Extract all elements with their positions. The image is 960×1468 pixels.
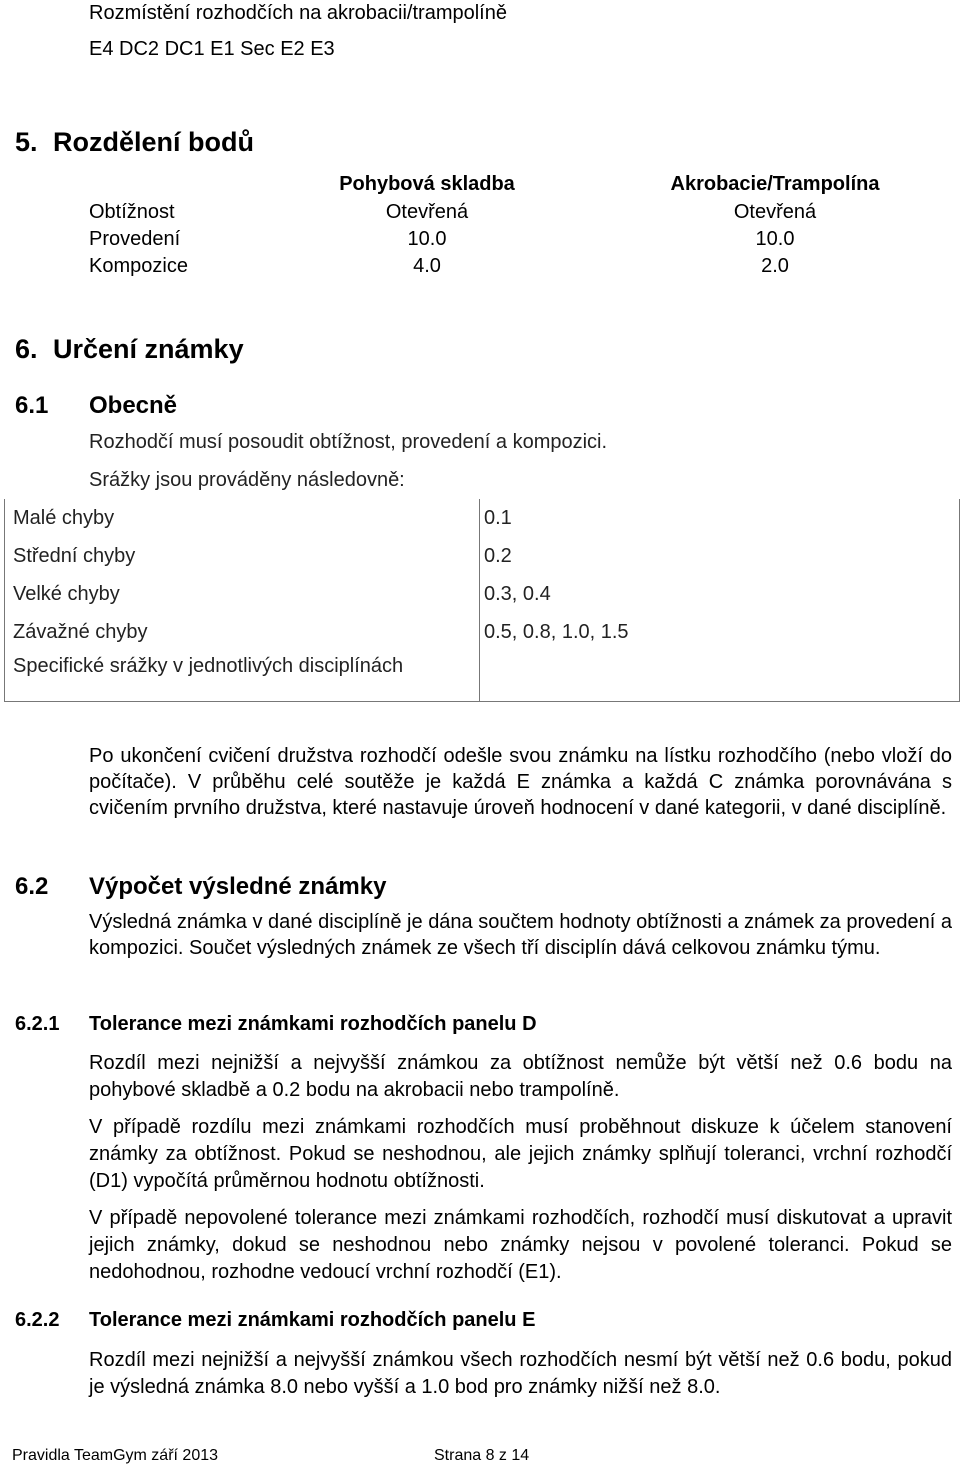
fault-value: 0.5, 0.8, 1.0, 1.5	[480, 613, 960, 651]
section-6-2-1-number: 6.2.1	[15, 1013, 60, 1035]
column-header-movement: Pohybová skladba	[339, 173, 515, 195]
section-5-title: Rozdělení bodů	[53, 127, 254, 157]
table-row	[5, 537, 960, 575]
intro-line-1: Rozhodčí musí posoudit obtížnost, provedení a kompozici.	[89, 431, 608, 453]
row-value: Otevřená	[733, 201, 817, 223]
section-6-1-title: Obecně	[89, 392, 178, 419]
section-6-number: 6.	[15, 334, 38, 364]
fault-label: Závažné chyby	[5, 613, 480, 651]
row-label: Provedení	[89, 228, 181, 250]
footer-page-number: Strana 8 z 14	[434, 1447, 530, 1464]
fault-value: 0.1	[480, 499, 960, 537]
section-5-number: 5.	[15, 127, 38, 157]
row-label: Obtížnost	[89, 201, 175, 223]
faults-table	[4, 499, 960, 702]
fault-label: Malé chyby	[5, 499, 480, 537]
section-6-2-2-title: Tolerance mezi známkami rozhodčích panelu E	[89, 1309, 536, 1331]
section-6-1-number: 6.1	[15, 392, 49, 419]
row-label: Kompozice	[89, 255, 188, 277]
fault-label: Střední chyby	[5, 537, 480, 575]
fault-value: 0.2	[480, 537, 960, 575]
fault-value	[480, 651, 960, 702]
footer-left: Pravidla TeamGym září 2013	[12, 1447, 219, 1464]
row-value: Otevřená	[385, 201, 469, 223]
section-6-2-number: 6.2	[15, 873, 49, 900]
row-value: 2.0	[761, 255, 789, 277]
row-value: 10.0	[407, 228, 447, 250]
paragraph-6-2-1-c: V případě nepovolené tolerance mezi známkami rozhodčích, rozhodčí musí diskutovat a upravit jejich známky, dokud se neshodnou nebo známky nejsou v povolené toleranci. Pokud se nedohodnou, rozhodne vedoucí vrchní rozhodčí (E1).	[89, 1207, 952, 1283]
table-row	[5, 613, 960, 651]
table-row	[5, 575, 960, 613]
fault-label: Specifické srážky v jednotlivých disciplínách	[5, 651, 480, 702]
paragraph-6-2-1-b: V případě rozdílu mezi známkami rozhodčích musí proběhnout diskuze k účelem stanovení známky za obtížnost. Pokud se neshodnou, ale jejich známky splňují toleranci, vrchní rozhodčí (D1) vypočítá průměrnou hodnotu obtížnosti.	[89, 1116, 952, 1192]
section-6-2-title: Výpočet výsledné známky	[89, 873, 387, 900]
section-6-2-2-number: 6.2.2	[15, 1309, 60, 1331]
paragraph-6-1: Po ukončení cvičení družstva rozhodčí odešle svou známku na lístku rozhodčího (nebo vloží do počítače). V průběhu celé soutěže je každá E známka a každá C známka porovnávána s cvičením prvního družstva, které nastavuje úroveň hodnocení v dané kategorii, v dané disciplíně.	[89, 745, 952, 819]
fault-label: Velké chyby	[5, 575, 480, 613]
intro-line-2: Srážky jsou prováděny následovně:	[89, 469, 405, 491]
section-6-2-1-title: Tolerance mezi známkami rozhodčích panelu D	[89, 1013, 537, 1035]
paragraph-6-2: Výsledná známka v dané disciplíně je dána součtem hodnoty obtížnosti a známek za provedení a kompozici. Součet výsledných známek ze všech tří disciplín dává celkovou známku týmu.	[89, 911, 952, 959]
fault-value: 0.3, 0.4	[480, 575, 960, 613]
paragraph-6-2-1-a: Rozdíl mezi nejnižší a nejvyšší známkou za obtížnost nemůže být větší než 0.6 bodu na pohybové skladbě a 0.2 bodu na akrobacii nebo trampolíně.	[89, 1052, 952, 1101]
header-line-2: E4 DC2 DC1 E1 Sec E2 E3	[89, 38, 335, 60]
row-value: 4.0	[413, 255, 441, 277]
column-header-acro: Akrobacie/Trampolína	[670, 173, 880, 195]
paragraph-6-2-2: Rozdíl mezi nejnižší a nejvyšší známkou všech rozhodčích nesmí být větší než 0.6 bodu, pokud je výsledná známka 8.0 nebo vyšší a 1.0 bod pro známky nižší než 8.0.	[89, 1349, 952, 1398]
table-row	[5, 499, 960, 537]
section-6-title: Určení známky	[53, 334, 244, 364]
header-line-1: Rozmístění rozhodčích na akrobacii/trampolíně	[89, 2, 507, 24]
table-row	[5, 651, 960, 702]
row-value: 10.0	[755, 228, 795, 250]
